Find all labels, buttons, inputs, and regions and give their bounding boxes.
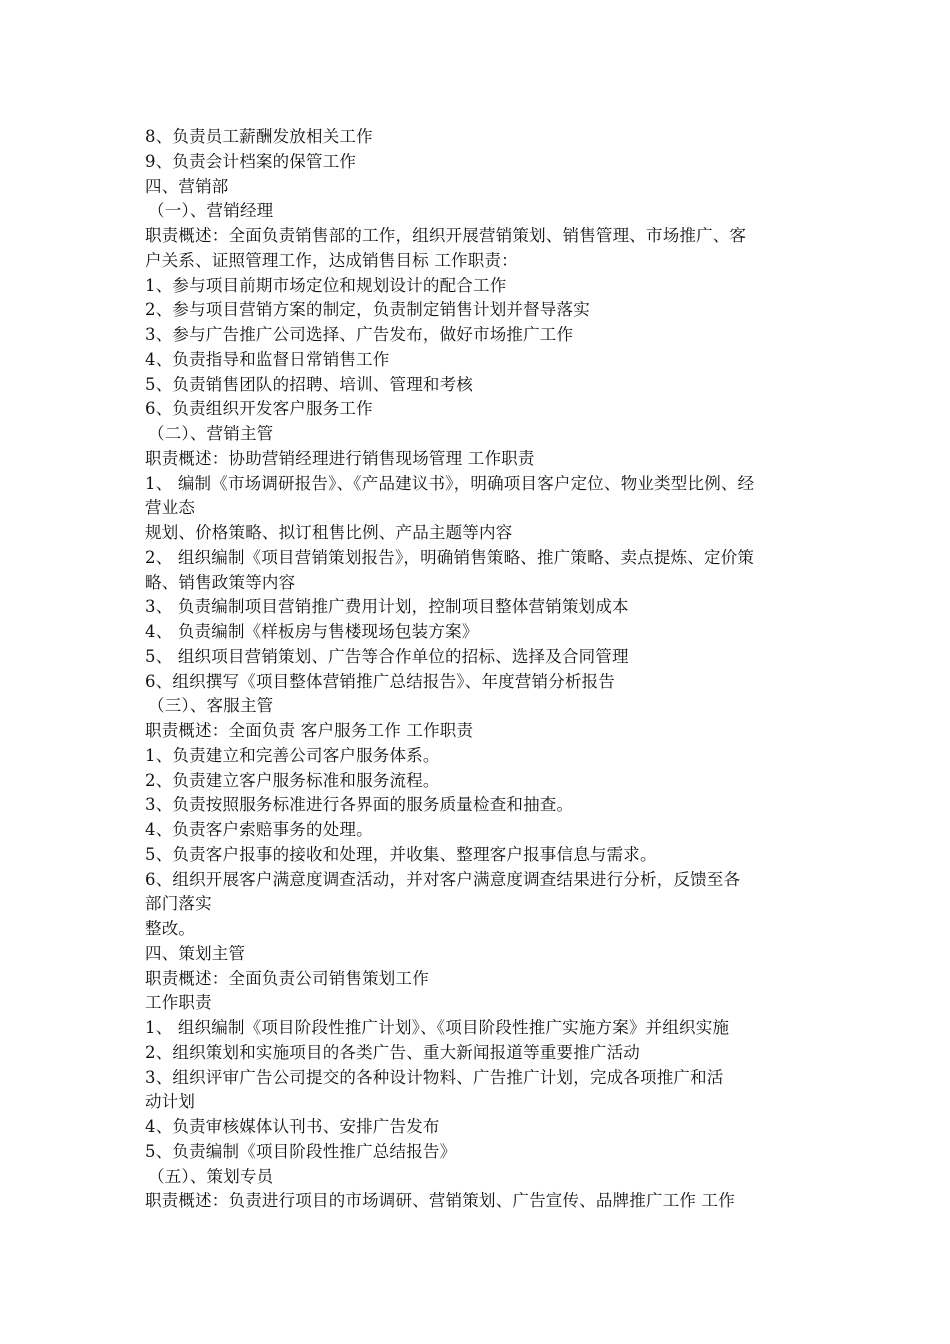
text-line: 4、负责指导和监督日常销售工作 — [145, 349, 390, 369]
text-line: 4、负责客户索赔事务的处理。 — [145, 820, 373, 839]
text-line: 6、负责组织开发客户服务工作 — [145, 399, 373, 419]
section-heading: 四、营销部 — [145, 176, 229, 196]
text-line: 5、负责编制《项目阶段性推广总结报告》 — [145, 1141, 457, 1161]
subsection-heading: （三）、客服主管 — [148, 696, 274, 716]
text-line: 3、参与广告推广公司选择、广告发布，做好市场推广工作 — [145, 325, 574, 344]
text-line: 5、负责客户报事的接收和处理，并收集、整理客户报事信息与需求。 — [145, 844, 657, 864]
text-line: 职责概述：全面负责销售部的工作，组织开展营销策划、销售管理、市场推广、客 — [145, 226, 747, 245]
subsection-heading: （一）、营销经理 — [148, 201, 274, 221]
text-line: 略、销售政策等内容 — [145, 572, 296, 592]
subsection-heading: （二）、营销主管 — [148, 424, 274, 443]
text-line: 职责概述：负责进行项目的市场调研、营销策划、广告宣传、品牌推广工作 工作 — [145, 1191, 735, 1211]
text-line: 部门落实 — [145, 894, 212, 914]
text-line: 3、负责按照服务标准进行各界面的服务质量检查和抽查。 — [145, 795, 574, 815]
text-line: 职责概述：全面负责 客户服务工作 工作职责 — [145, 721, 474, 740]
text-line: 工作职责 — [145, 993, 212, 1013]
text-line: 2、负责建立客户服务标准和服务流程。 — [145, 770, 440, 790]
subsection-heading: 四、策划主管 — [145, 943, 246, 963]
text-line: 规划、价格策略、拟订租售比例、产品主题等内容 — [145, 523, 513, 542]
text-line: 1、参与项目前期市场定位和规划设计的配合工作 — [145, 275, 507, 295]
text-line: 职责概述：协助营销经理进行销售现场管理 工作职责 — [145, 448, 535, 468]
text-line: 2、参与项目营销方案的制定，负责制定销售计划并督导落实 — [145, 300, 590, 320]
text-line: 营业态 — [145, 498, 196, 518]
text-line: 6、组织开展客户满意度调查活动，并对客户满意度调查结果进行分析，反馈至各 — [145, 869, 741, 889]
text-line: 动计划 — [145, 1092, 196, 1112]
text-line: 1、 组织编制《项目阶段性推广计划》、《项目阶段性推广实施方案》并组织实施 — [145, 1018, 730, 1037]
text-line: 4、负责审核媒体认刊书、安排广告发布 — [145, 1117, 440, 1136]
text-line: 6、组织撰写《项目整体营销推广总结报告》、年度营销分析报告 — [145, 671, 616, 691]
subsection-heading: （五）、策划专员 — [148, 1166, 274, 1186]
text-line: 9、负责会计档案的保管工作 — [145, 151, 357, 171]
text-line: 5、负责销售团队的招聘、培训、管理和考核 — [145, 374, 473, 394]
text-line: 整改。 — [145, 919, 196, 938]
text-line: 2、 组织编制《项目营销策划报告》，明确销售策略、推广策略、卖点提炼、定价策 — [145, 547, 755, 567]
text-line: 5、 组织项目营销策划、广告等合作单位的招标、选择及合同管理 — [145, 646, 629, 666]
text-line: 3、 负责编制项目营销推广费用计划，控制项目整体营销策划成本 — [145, 597, 629, 617]
text-line: 1、 编制《市场调研报告》、《产品建议书》，明确项目客户定位、物业类型比例、经 — [145, 473, 755, 493]
text-line: 2、组织策划和实施项目的各类广告、重大新闻报道等重要推广活动 — [145, 1042, 640, 1062]
text-line: 职责概述：全面负责公司销售策划工作 — [145, 968, 429, 988]
text-line: 4、 负责编制《样板房与售楼现场包装方案》 — [145, 622, 479, 641]
text-line: 8、负责员工薪酬发放相关工作 — [145, 127, 373, 146]
document-body — [145, 125, 810, 1214]
text-line: 3、组织评审广告公司提交的各种设计物料、广告推广计划，完成各项推广和活 — [145, 1067, 724, 1087]
text-line: 户关系、证照管理工作，达成销售目标 工作职责： — [145, 250, 518, 270]
text-line: 1、负责建立和完善公司客户服务体系。 — [145, 745, 440, 765]
